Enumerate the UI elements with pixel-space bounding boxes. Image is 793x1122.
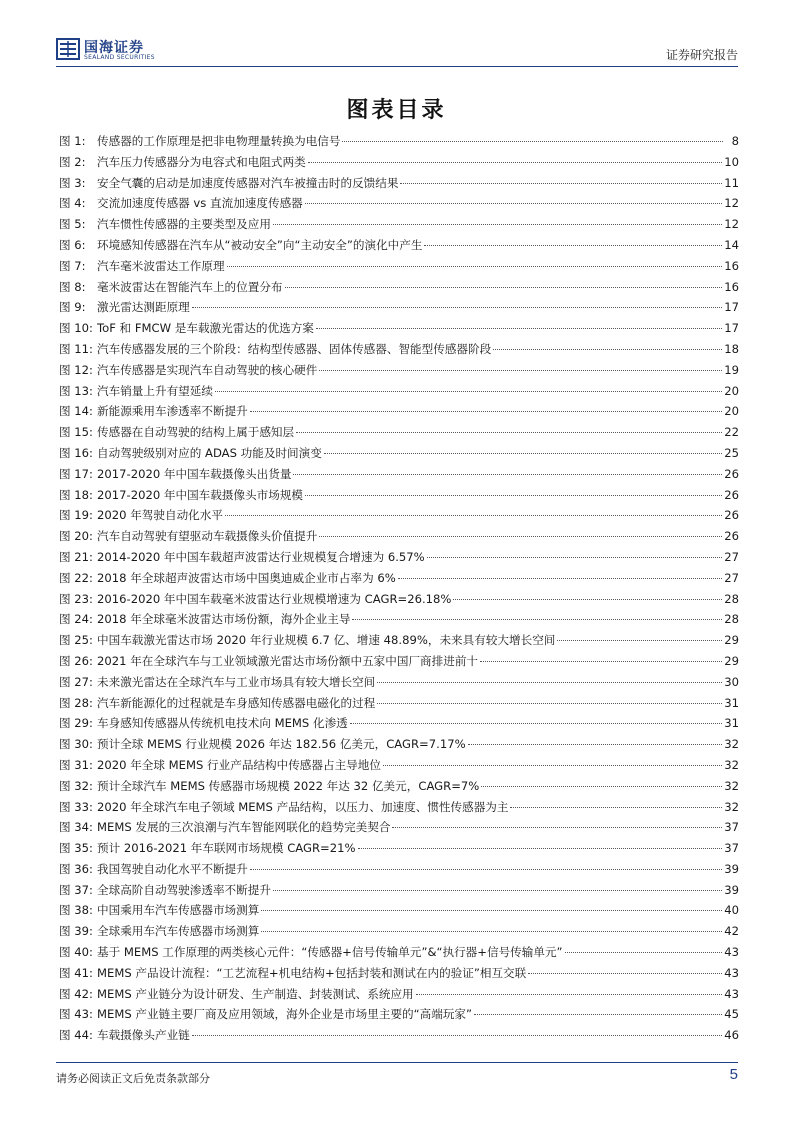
- toc-figure-label: 图 7:: [59, 258, 86, 273]
- toc-page-number[interactable]: 29: [724, 653, 739, 668]
- toc-leader-dots: [377, 682, 722, 683]
- toc-leader-dots: [250, 411, 723, 412]
- toc-entry[interactable]: [59, 360, 739, 381]
- toc-entry[interactable]: [59, 713, 739, 734]
- toc-figure-label: 图 15:: [59, 425, 93, 440]
- toc-leader-dots: [261, 931, 722, 932]
- toc-figure-label: 图 33:: [59, 799, 93, 814]
- toc-figure-label: 图 9:: [59, 300, 86, 315]
- toc-entry[interactable]: [59, 942, 739, 963]
- toc-figure-label: 图 42:: [59, 986, 93, 1001]
- toc-leader-dots: [293, 474, 722, 475]
- page-number: 5: [729, 1066, 738, 1083]
- toc-leader-dots: [319, 370, 722, 371]
- toc-entry[interactable]: [59, 381, 739, 402]
- toc-figure-title[interactable]: 2020 年全球 MEMS 行业产品结构中传感器占主导地位: [97, 757, 381, 772]
- toc-figure-label: 图 44:: [59, 1028, 93, 1043]
- toc-entry[interactable]: [59, 235, 739, 256]
- toc-page-number[interactable]: 32: [724, 737, 739, 752]
- toc-entry[interactable]: [59, 797, 739, 818]
- toc-leader-dots: [192, 307, 722, 308]
- toc-entry[interactable]: [59, 817, 739, 838]
- toc-figure-label: 图 18:: [59, 487, 93, 502]
- toc-figure-label: 图 24:: [59, 612, 93, 627]
- toc-figure-label: 图 17:: [59, 466, 93, 481]
- toc-figure-title[interactable]: 传感器的工作原理是把非电物理量转换为电信号: [97, 134, 341, 148]
- toc-figure-label: 图 34:: [59, 820, 93, 835]
- toc-figure-title[interactable]: 车载摄像头产业链: [97, 1028, 190, 1043]
- toc-entry[interactable]: [59, 984, 739, 1005]
- toc-entry[interactable]: [59, 900, 739, 921]
- toc-entry[interactable]: [59, 256, 739, 277]
- footer-divider: [56, 1062, 738, 1063]
- toc-leader-dots: [383, 765, 722, 766]
- toc-page-number[interactable]: 28: [724, 591, 739, 606]
- toc-leader-dots: [557, 640, 722, 641]
- toc-figure-label: 图 31:: [59, 757, 93, 772]
- toc-entry[interactable]: [59, 152, 739, 173]
- toc-leader-dots: [468, 744, 723, 745]
- toc-entry[interactable]: [59, 464, 739, 485]
- toc-page-number[interactable]: 31: [724, 695, 739, 710]
- toc-entry[interactable]: [59, 838, 739, 859]
- logo-text-en: SEALAND SECURITIES: [84, 54, 155, 61]
- toc-figure-title[interactable]: 汽车销量上升有望延续: [97, 383, 213, 398]
- toc-page-number[interactable]: 43: [724, 945, 739, 960]
- toc-entry[interactable]: [59, 755, 739, 776]
- toc-entry[interactable]: [59, 921, 739, 942]
- toc-figure-label: 图 4:: [59, 196, 86, 211]
- toc-entry[interactable]: [59, 485, 739, 506]
- toc-figure-label: 图 43:: [59, 1007, 93, 1022]
- toc-leader-dots: [319, 536, 722, 537]
- toc-page-number[interactable]: 39: [724, 882, 739, 897]
- toc-leader-dots: [227, 266, 723, 267]
- toc-figure-label: 图 6:: [59, 237, 86, 252]
- toc-figure-title[interactable]: 2021 年在全球汽车与工业领域激光雷达市场份额中五家中国厂商排进前十: [97, 653, 479, 668]
- page-header: [56, 36, 738, 66]
- toc-page-number[interactable]: 20: [724, 404, 739, 419]
- toc-entry[interactable]: [59, 568, 739, 589]
- toc-figure-label: 图 23:: [59, 591, 93, 606]
- toc-figure-title[interactable]: 汽车压力传感器分为电容式和电阻式两类: [97, 154, 306, 169]
- footer-disclaimer: 请务必阅读正文后免责条款部分: [56, 1072, 210, 1085]
- toc-entry[interactable]: [59, 505, 739, 526]
- toc-page-number[interactable]: 32: [724, 757, 739, 772]
- toc-figure-label: 图 22:: [59, 570, 93, 585]
- toc-figure-label: 图 28:: [59, 695, 93, 710]
- toc-page-number[interactable]: 11: [724, 175, 739, 190]
- toc-leader-dots: [392, 827, 722, 828]
- toc-leader-dots: [398, 578, 722, 579]
- toc-leader-dots: [453, 599, 722, 600]
- toc-leader-dots: [528, 973, 722, 974]
- toc-figure-label: 图 30:: [59, 737, 93, 752]
- toc-leader-dots: [296, 432, 722, 433]
- toc-figure-title[interactable]: 汽车自动驾驶有望驱动车载摄像头价值提升: [97, 529, 318, 544]
- toc-leader-dots: [424, 245, 722, 246]
- toc-leader-dots: [305, 495, 722, 496]
- toc-page-number[interactable]: 40: [724, 903, 739, 918]
- toc-figure-title[interactable]: MEMS 产品设计流程：“工艺流程+机电结构+包括封装和测试在内的验证”相互交联: [97, 965, 527, 980]
- toc-figure-label: 图 39:: [59, 924, 93, 939]
- toc-entry[interactable]: [59, 651, 739, 672]
- toc-page-number[interactable]: 22: [724, 425, 739, 440]
- toc-figure-title[interactable]: 激光雷达测距原理: [97, 300, 190, 315]
- toc-page-number[interactable]: 31: [724, 716, 739, 731]
- toc-figure-title[interactable]: 我国驾驶自动化水平不断提升: [97, 861, 248, 876]
- toc-figure-title[interactable]: 交流加速度传感器 vs 直流加速度传感器: [97, 196, 303, 211]
- toc-figure-title[interactable]: MEMS 产业链分为设计研发、生产制造、封装测试、系统应用: [97, 986, 414, 1001]
- toc-figure-title[interactable]: 安全气囊的启动是加速度传感器对汽车被撞击时的反馈结果: [97, 175, 399, 190]
- toc-page-number[interactable]: 29: [724, 633, 739, 648]
- toc-page-number[interactable]: 43: [724, 986, 739, 1001]
- toc-leader-dots: [400, 183, 722, 184]
- document-type: 证券研究报告: [665, 48, 738, 62]
- toc-figure-title[interactable]: 传感器在自动驾驶的结构上属于感知层: [97, 425, 295, 440]
- toc-leader-dots: [474, 1014, 722, 1015]
- toc-leader-dots: [324, 453, 722, 454]
- logo-text-cn: 国海证券: [84, 40, 144, 56]
- toc-entry[interactable]: [59, 609, 739, 630]
- toc-figure-title[interactable]: 基于 MEMS 工作原理的两类核心元件：“传感器+信号传输单元”&“执行器+信号传输单元”: [97, 945, 563, 960]
- toc-entry[interactable]: [59, 193, 739, 214]
- toc-figure-title[interactable]: 环境感知传感器在汽车从“被动安全”向“主动安全”的演化中产生: [97, 237, 423, 252]
- toc-entry[interactable]: [59, 277, 739, 298]
- toc-figure-title[interactable]: 预计全球 MEMS 行业规模 2026 年达 182.56 亿美元，CAGR=7.17%: [97, 737, 466, 752]
- toc-page-number[interactable]: 37: [724, 841, 739, 856]
- toc-figure-title[interactable]: 预计 2016-2021 年车联网市场规模 CAGR=21%: [97, 841, 356, 856]
- toc-leader-dots: [480, 661, 722, 662]
- toc-figure-label: 图 21:: [59, 549, 93, 564]
- toc-figure-label: 图 35:: [59, 841, 93, 856]
- toc-entry[interactable]: [59, 422, 739, 443]
- toc-leader-dots: [377, 703, 722, 704]
- toc-figure-title[interactable]: 全球乘用车汽车传感器市场测算: [97, 924, 260, 939]
- toc-figure-label: 图 20:: [59, 529, 93, 544]
- toc-figure-label: 图 10:: [59, 321, 93, 336]
- toc-page-number[interactable]: 19: [724, 362, 739, 377]
- toc-leader-dots: [285, 287, 723, 288]
- toc-page-number[interactable]: 16: [724, 258, 739, 273]
- toc-figure-title[interactable]: 汽车新能源化的过程就是车身感知传感器电磁化的过程: [97, 695, 376, 710]
- toc-entry[interactable]: [59, 401, 739, 422]
- toc-figure-title[interactable]: 未来激光雷达在全球汽车与工业市场具有较大增长空间: [97, 674, 376, 689]
- toc-figure-title[interactable]: 2020 年驾驶自动化水平: [97, 508, 223, 523]
- toc-leader-dots: [215, 391, 722, 392]
- toc-entry[interactable]: [59, 630, 739, 651]
- toc-figure-label: 图 14:: [59, 404, 93, 419]
- toc-leader-dots: [316, 328, 722, 329]
- toc-leader-dots: [565, 952, 723, 953]
- toc-figure-title[interactable]: 中国乘用车汽车传感器市场测算: [97, 903, 260, 918]
- toc-figure-title[interactable]: 中国车载激光雷达市场 2020 年行业规模 6.7 亿、增速 48.89%，未来具有较大增长空间: [97, 633, 556, 648]
- toc-figure-label: 图 25:: [59, 633, 93, 648]
- toc-entry[interactable]: [59, 173, 739, 194]
- toc-entry[interactable]: [59, 880, 739, 901]
- toc-page-number[interactable]: 42: [724, 924, 739, 939]
- toc-figure-label: 图 41:: [59, 965, 93, 980]
- toc-page-number[interactable]: 32: [724, 799, 739, 814]
- toc-figure-label: 图 12:: [59, 362, 93, 377]
- toc-page-number[interactable]: 20: [724, 383, 739, 398]
- toc-page-number[interactable]: 27: [724, 549, 739, 564]
- toc-leader-dots: [427, 557, 723, 558]
- toc-leader-dots: [273, 224, 722, 225]
- toc-page-number[interactable]: 26: [724, 508, 739, 523]
- toc-entry[interactable]: [59, 776, 739, 797]
- toc-leader-dots: [308, 162, 723, 163]
- sealand-logo-icon: [56, 38, 80, 60]
- toc-figure-title[interactable]: 2018 年全球毫米波雷达市场份额，海外企业主导: [97, 612, 351, 627]
- toc-leader-dots: [352, 619, 722, 620]
- toc-entry[interactable]: [59, 339, 739, 360]
- toc-leader-dots: [192, 1035, 722, 1036]
- toc-figure-title[interactable]: 汽车惯性传感器的主要类型及应用: [97, 217, 271, 232]
- toc-figure-label: 图 1:: [59, 134, 86, 148]
- toc-page-number[interactable]: 17: [724, 321, 739, 336]
- toc-page-number[interactable]: 25: [724, 445, 739, 460]
- toc-figure-label: 图 16:: [59, 445, 93, 460]
- toc-figure-title[interactable]: 毫米波雷达在智能汽车上的位置分布: [97, 279, 283, 294]
- toc-page-number[interactable]: 26: [724, 529, 739, 544]
- toc-leader-dots: [493, 349, 722, 350]
- company-logo: [56, 36, 196, 64]
- toc-figure-label: 图 36:: [59, 861, 93, 876]
- toc-figure-title[interactable]: 汽车传感器是实现汽车自动驾驶的核心硬件: [97, 362, 318, 377]
- toc-page-number[interactable]: 26: [724, 487, 739, 502]
- toc-figure-title[interactable]: 2017-2020 年中国车载摄像头市场规模: [97, 487, 304, 502]
- toc-leader-dots: [510, 807, 722, 808]
- toc-figure-title[interactable]: 2018 年全球超声波雷达市场中国奥迪威企业市占率为 6%: [97, 570, 396, 585]
- toc-page-number[interactable]: 18: [724, 341, 739, 356]
- toc-page-number[interactable]: 37: [724, 820, 739, 835]
- toc-page-number[interactable]: 39: [724, 861, 739, 876]
- figure-table-of-contents: [59, 131, 739, 1046]
- toc-leader-dots: [358, 848, 723, 849]
- toc-figure-label: 图 40:: [59, 945, 93, 960]
- toc-figure-label: 图 27:: [59, 674, 93, 689]
- toc-leader-dots: [225, 515, 722, 516]
- toc-page-number[interactable]: 45: [724, 1007, 739, 1022]
- toc-figure-label: 图 3:: [59, 175, 86, 190]
- toc-figure-title[interactable]: 2016-2020 年中国车载毫米波雷达行业规模增速为 CAGR=26.18%: [97, 591, 452, 606]
- toc-entry[interactable]: [59, 589, 739, 610]
- toc-leader-dots: [416, 994, 723, 995]
- toc-entry[interactable]: [59, 693, 739, 714]
- toc-figure-label: 图 26:: [59, 653, 93, 668]
- toc-figure-label: 图 29:: [59, 716, 93, 731]
- toc-entry[interactable]: [59, 859, 739, 880]
- toc-entry[interactable]: [59, 734, 739, 755]
- toc-leader-dots: [250, 869, 723, 870]
- toc-page-number[interactable]: 43: [724, 965, 739, 980]
- toc-leader-dots: [350, 723, 722, 724]
- toc-page-number[interactable]: 12: [724, 196, 739, 211]
- toc-entry[interactable]: [59, 1025, 739, 1046]
- toc-entry[interactable]: [59, 297, 739, 318]
- toc-figure-label: 图 37:: [59, 882, 93, 897]
- toc-entry[interactable]: [59, 963, 739, 984]
- toc-entry[interactable]: [59, 547, 739, 568]
- toc-entry[interactable]: [59, 131, 739, 152]
- toc-figure-title[interactable]: 2017-2020 年中国车载摄像头出货量: [97, 466, 292, 481]
- toc-figure-title[interactable]: 汽车传感器发展的三个阶段：结构型传感器、固体传感器、智能型传感器阶段: [97, 341, 492, 356]
- toc-page-number[interactable]: 14: [724, 237, 739, 252]
- toc-figure-title[interactable]: 汽车毫米波雷达工作原理: [97, 258, 225, 273]
- toc-page-number[interactable]: 16: [724, 279, 739, 294]
- header-divider: [56, 66, 738, 67]
- toc-page-number[interactable]: 8: [731, 134, 739, 148]
- toc-figure-label: 图 8:: [59, 279, 86, 294]
- toc-figure-title[interactable]: 自动驾驶级别对应的 ADAS 功能及时间演变: [97, 445, 322, 460]
- toc-leader-dots: [261, 910, 722, 911]
- toc-figure-title[interactable]: MEMS 发展的三次浪潮与汽车智能网联化的趋势完美契合: [97, 820, 391, 835]
- toc-entry[interactable]: [59, 672, 739, 693]
- toc-figure-title[interactable]: 2014-2020 年中国车载超声波雷达行业规模复合增速为 6.57%: [97, 549, 425, 564]
- toc-page-number[interactable]: 28: [724, 612, 739, 627]
- toc-figure-title[interactable]: 新能源乘用车渗透率不断提升: [97, 404, 248, 419]
- toc-page-number[interactable]: 10: [724, 154, 739, 169]
- toc-figure-label: 图 11:: [59, 341, 93, 356]
- toc-page-number[interactable]: 26: [724, 466, 739, 481]
- toc-page-number[interactable]: 17: [724, 300, 739, 315]
- toc-figure-label: 图 38:: [59, 903, 93, 918]
- toc-figure-title[interactable]: 全球高阶自动驾驶渗透率不断提升: [97, 882, 271, 897]
- toc-page-number[interactable]: 12: [724, 217, 739, 232]
- toc-entry[interactable]: [59, 318, 739, 339]
- toc-figure-title[interactable]: ToF 和 FMCW 是车载激光雷达的优选方案: [97, 321, 314, 336]
- toc-leader-dots: [342, 141, 723, 142]
- toc-entry[interactable]: [59, 443, 739, 464]
- toc-leader-dots: [305, 203, 722, 204]
- page-title: 图表目录: [346, 97, 447, 123]
- toc-page-number[interactable]: 30: [724, 674, 739, 689]
- toc-entry[interactable]: [59, 214, 739, 235]
- toc-figure-label: 图 32:: [59, 778, 93, 793]
- toc-leader-dots: [481, 786, 722, 787]
- toc-page-number[interactable]: 32: [724, 778, 739, 793]
- toc-page-number[interactable]: 27: [724, 570, 739, 585]
- toc-figure-label: 图 2:: [59, 154, 86, 169]
- toc-figure-title[interactable]: MEMS 产业链主要厂商及应用领域，海外企业是市场里主要的“高端玩家”: [97, 1007, 473, 1022]
- toc-entry[interactable]: [59, 1004, 739, 1025]
- toc-figure-label: 图 13:: [59, 383, 93, 398]
- toc-entry[interactable]: [59, 526, 739, 547]
- toc-figure-label: 图 19:: [59, 508, 93, 523]
- toc-figure-label: 图 5:: [59, 217, 86, 232]
- toc-figure-title[interactable]: 2020 年全球汽车电子领域 MEMS 产品结构，以压力、加速度、惯性传感器为主: [97, 799, 509, 814]
- toc-figure-title[interactable]: 预计全球汽车 MEMS 传感器市场规模 2022 年达 32 亿美元，CAGR=7%: [97, 778, 480, 793]
- toc-page-number[interactable]: 46: [724, 1028, 739, 1043]
- toc-figure-title[interactable]: 车身感知传感器从传统机电技术向 MEMS 化渗透: [97, 716, 348, 731]
- toc-leader-dots: [273, 890, 722, 891]
